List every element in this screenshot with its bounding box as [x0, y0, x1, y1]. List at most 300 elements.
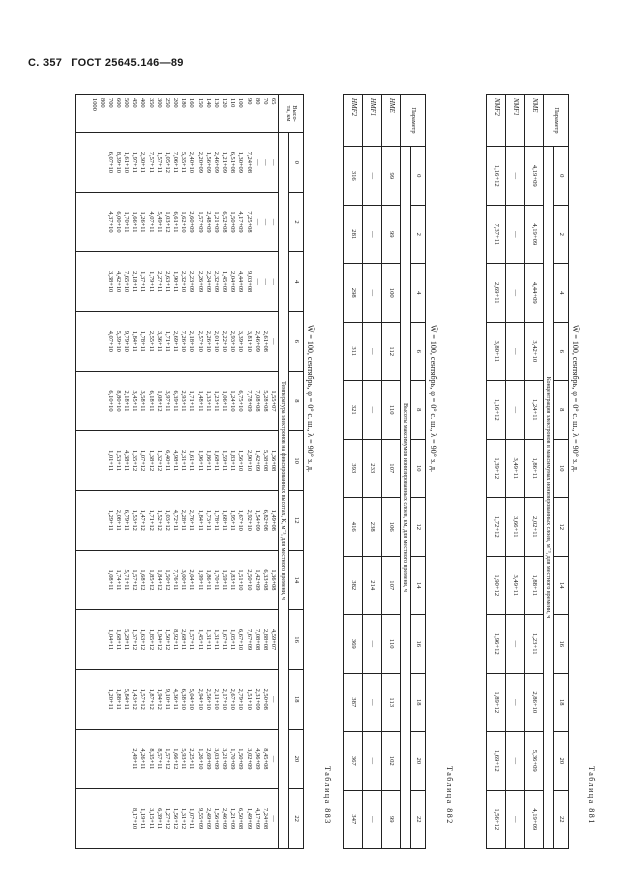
value-cell: 1,62+10: [180, 211, 188, 233]
value-cell: 1,33+11: [204, 390, 212, 412]
value-cell: 3,00+11: [180, 569, 188, 591]
value-cell: 1,70+11: [123, 211, 131, 233]
value-cell: 1,86+11: [204, 450, 212, 472]
value-cell: 6,79+11: [123, 509, 131, 531]
value-cell: 2,57+10: [196, 330, 204, 352]
value-cell: 1,37+12: [131, 628, 139, 651]
value-column: [76, 192, 279, 252]
value-cell: 5,28+08: [261, 390, 269, 412]
hour-header: 4: [554, 264, 569, 323]
hour-header: 2: [554, 205, 569, 264]
value-cell: 298: [344, 264, 363, 323]
value-cell: 1,06+11: [221, 390, 229, 412]
value-cell: 1,07+11: [188, 808, 196, 830]
value-cell: 2,86+10: [525, 673, 544, 732]
value-cell: —: [270, 815, 277, 822]
value-cell: 2,88+08: [261, 628, 269, 651]
value-cell: 4,17+09: [253, 808, 261, 830]
value-cell: —: [506, 615, 525, 674]
height-value: 200: [172, 98, 180, 108]
value-cell: 1,05+11: [229, 629, 237, 651]
value-cell: [89, 432, 97, 489]
value-cell: 100: [382, 264, 401, 323]
value-cell: 1,59+11: [221, 450, 229, 472]
value-cell: [98, 313, 106, 370]
value-cell: 2,69+11: [487, 264, 506, 323]
value-cell: 4,37+10: [106, 211, 114, 233]
header-row: [289, 95, 304, 849]
value-cell: 1,31+12: [180, 808, 188, 830]
value-cell: 1,84+12: [155, 569, 163, 591]
value-cell: 1,88+11: [525, 556, 544, 615]
value-cell: [89, 552, 97, 609]
value-cell: —: [363, 381, 382, 440]
value-cell: 2,18+10: [188, 330, 196, 352]
value-cell: 1,86+11: [525, 439, 544, 498]
value-cell: 311: [344, 322, 363, 381]
value-cell: 1,21+09: [221, 151, 229, 173]
value-cell: 1,36+08: [270, 569, 277, 591]
height-value: 800: [98, 98, 106, 108]
value-cell: 7,24+08: [261, 808, 269, 830]
value-cell: —: [261, 159, 269, 166]
value-cell: 1,50+09: [237, 748, 245, 770]
value-cell: 1,66+12: [172, 748, 180, 770]
value-cell: 2,22+10: [221, 330, 229, 352]
table-882: [343, 94, 426, 849]
value-cell: —: [253, 218, 261, 226]
table-883-subtitle: W̄ = 100, сентябрь, φ = 0° с. ш., λ = 90° з. д.: [306, 325, 315, 473]
value-cell: 1,49+09: [245, 808, 253, 830]
value-cell: 3,81+10: [245, 330, 253, 352]
table-881: [486, 94, 569, 849]
value-cell: 7,06+11: [172, 151, 180, 173]
value-column: [76, 729, 279, 789]
value-cell: —: [261, 278, 269, 285]
table-row: [487, 95, 506, 849]
value-cell: —: [363, 322, 382, 381]
value-cell: 1,90+11: [172, 271, 180, 293]
value-cell: 1,71+11: [188, 390, 196, 412]
value-cell: 1,70+11: [212, 569, 220, 591]
value-cell: 281: [344, 205, 363, 264]
value-cell: 1,31+11: [204, 629, 212, 651]
value-cell: 3,97+11: [163, 390, 171, 412]
value-cell: 1,07+12: [139, 450, 147, 472]
value-cell: 3,15+11: [147, 808, 155, 830]
value-cell: [89, 134, 97, 191]
param-cell: NME: [525, 95, 544, 147]
value-cell: 416: [344, 498, 363, 557]
value-cell: 1,71+11: [163, 330, 171, 352]
value-cell: 1,23+11: [525, 615, 544, 674]
hour-header: 20: [411, 732, 426, 791]
value-cell: 2,28+11: [180, 509, 188, 531]
hour-header: 12: [289, 490, 304, 550]
value-cell: 1,21+09: [229, 808, 237, 830]
value-cell: [114, 731, 122, 788]
param-cell: NMF1: [506, 95, 525, 147]
value-cell: 110: [382, 381, 401, 440]
value-column: [76, 490, 279, 550]
value-cell: 2,31+09: [253, 688, 261, 710]
value-cell: 3,66+11: [506, 498, 525, 557]
value-cell: 2,61+08: [261, 330, 269, 352]
value-cell: 9,55+09: [196, 808, 204, 830]
value-cell: 1,08+12: [155, 390, 163, 412]
value-cell: 1,26+10: [196, 748, 204, 770]
value-cell: 1,97+11: [131, 151, 139, 173]
value-column: [76, 550, 279, 610]
value-cell: 1,57+12: [139, 688, 147, 710]
value-column: [76, 252, 279, 312]
value-cell: 1,16+12: [487, 381, 506, 440]
value-cell: 2,01+10: [212, 330, 220, 352]
value-cell: 1,51+10: [237, 569, 245, 591]
hour-header: 22: [289, 789, 304, 849]
value-cell: 107: [382, 556, 401, 615]
value-cell: 2,25+11: [188, 748, 196, 770]
span-caption: Высоты максимумов ионизированных слоев, км, для местного времени, ч: [401, 147, 411, 849]
value-cell: 5,38+08: [261, 450, 269, 472]
table-883-caption: Таблица 883: [323, 766, 332, 825]
height-value: 300: [155, 98, 163, 108]
value-cell: —: [270, 696, 277, 703]
value-cell: 2,40+10: [188, 151, 196, 173]
value-cell: 6,50+08: [237, 808, 245, 830]
hour-header: 8: [411, 381, 426, 440]
height-value: 350: [147, 98, 155, 108]
value-cell: 4,42+10: [115, 271, 123, 293]
value-cell: [122, 731, 130, 788]
value-cell: 316: [344, 147, 363, 206]
value-cell: 1,08+11: [106, 569, 114, 591]
span-row: [279, 95, 289, 849]
value-cell: 9,79+10: [123, 330, 131, 352]
value-cell: 1,43+12: [131, 688, 139, 710]
value-cell: 1,35+12: [131, 450, 139, 472]
value-cell: 4,07+11: [147, 211, 155, 233]
value-cell: 3,80+11: [487, 322, 506, 381]
value-column: [76, 133, 279, 193]
value-cell: 1,57+11: [155, 151, 163, 173]
value-cell: 1,78+11: [212, 509, 220, 531]
value-cell: 1,68+12: [139, 569, 147, 591]
value-cell: 2,27+11: [155, 271, 163, 293]
hour-header: 6: [289, 311, 304, 371]
hour-header: 4: [411, 264, 426, 323]
value-cell: 387: [344, 673, 363, 732]
param-header: Параметр: [401, 95, 426, 147]
hour-header: 12: [554, 498, 569, 557]
hour-header: 0: [289, 133, 304, 193]
header-row: [554, 95, 569, 849]
value-cell: 1,01+11: [106, 450, 114, 472]
value-cell: 6,40+11: [163, 450, 171, 472]
value-cell: 6,61+11: [172, 211, 180, 233]
value-cell: 2,46+09: [212, 151, 220, 173]
height-value: 700: [106, 98, 114, 108]
value-cell: [89, 313, 97, 370]
value-cell: 1,68+11: [115, 629, 123, 651]
value-cell: 2,50+10: [245, 569, 253, 591]
value-cell: —: [506, 673, 525, 732]
value-cell: 1,45+09: [221, 271, 229, 293]
value-cell: 367: [344, 732, 363, 791]
hour-header: 16: [289, 610, 304, 670]
value-cell: 2,08+11: [115, 509, 123, 531]
value-cell: —: [253, 278, 261, 285]
value-cell: 2,26+10: [204, 330, 212, 352]
value-cell: 1,94+12: [155, 628, 163, 651]
value-cell: [98, 671, 106, 728]
value-cell: [98, 492, 106, 549]
height-value: 180: [180, 98, 188, 108]
value-cell: 2,18+11: [131, 271, 139, 293]
value-cell: 99: [382, 205, 401, 264]
value-cell: 9,03+08: [245, 271, 253, 293]
value-cell: 369: [344, 615, 363, 674]
value-cell: [89, 194, 97, 251]
value-cell: 1,61+11: [188, 450, 196, 472]
value-cell: 2,46+09: [253, 330, 261, 352]
value-cell: —: [270, 159, 277, 166]
value-cell: 2,92+10: [245, 509, 253, 531]
standard-code: ГОСТ 25645.146—89: [71, 57, 184, 69]
table-row: [344, 95, 363, 849]
value-cell: 7,08+08: [253, 628, 261, 651]
value-cell: 1,29+11: [106, 509, 114, 531]
value-cell: [98, 432, 106, 489]
value-cell: 4,96+09: [253, 748, 261, 770]
hour-header: 18: [411, 673, 426, 732]
value-cell: 6,07+10: [106, 151, 114, 173]
value-cell: 5,49+11: [155, 211, 163, 233]
value-cell: [114, 790, 122, 847]
value-cell: 2,50+08: [261, 688, 269, 710]
value-cell: 1,56+09: [212, 808, 220, 830]
value-cell: 6,38+10: [180, 688, 188, 710]
value-cell: 8,80+10: [115, 390, 123, 412]
value-cell: [98, 373, 106, 430]
value-cell: —: [363, 673, 382, 732]
value-cell: 2,93+11: [180, 390, 188, 412]
value-cell: [89, 253, 97, 310]
value-cell: 6,39+11: [155, 808, 163, 830]
value-cell: [89, 373, 97, 430]
hour-header: 16: [554, 615, 569, 674]
value-cell: 1,42+09: [253, 569, 261, 591]
height-value: 400: [139, 98, 147, 108]
value-cell: 1,56+12: [172, 808, 180, 830]
value-cell: —: [363, 790, 382, 849]
value-cell: —: [506, 205, 525, 264]
table-row: [363, 95, 382, 849]
value-cell: 6,82+08: [261, 509, 269, 531]
value-cell: [89, 671, 97, 728]
value-cell: 2,18+11: [123, 390, 131, 412]
value-cell: 2,93+10: [229, 330, 237, 352]
height-value: 120: [221, 98, 229, 108]
hour-header: 10: [289, 431, 304, 491]
value-cell: 1,67+11: [221, 629, 229, 651]
table-881-caption: Таблица 881: [587, 766, 596, 825]
hour-header: 14: [411, 556, 426, 615]
value-cell: 1,66+11: [131, 211, 139, 233]
value-cell: 7,57+11: [147, 151, 155, 173]
hour-header: 18: [554, 673, 569, 732]
value-cell: 2,67+10: [229, 688, 237, 710]
param-cell: NMF2: [487, 95, 506, 147]
value-cell: 1,51+10: [245, 688, 253, 710]
param-header: Параметр: [544, 95, 569, 147]
header-row: [411, 95, 426, 849]
param-cell: HME: [382, 95, 401, 147]
value-cell: —: [270, 755, 277, 763]
value-cell: 99: [382, 147, 401, 206]
value-cell: 1,37+11: [139, 271, 147, 293]
value-cell: 4,44+09: [525, 264, 544, 323]
value-cell: 9,10+11: [163, 688, 171, 710]
value-cell: 1,71+12: [147, 509, 155, 531]
value-cell: 1,52+12: [155, 509, 163, 531]
value-cell: 8,35+11: [147, 748, 155, 770]
page-header: [28, 57, 184, 69]
value-cell: 5,84+11: [123, 688, 131, 710]
value-cell: 2,11+10: [212, 688, 220, 710]
value-cell: 7,65+10: [123, 271, 131, 293]
value-cell: 1,68+11: [212, 450, 220, 472]
value-cell: 8,17+10: [131, 808, 139, 830]
value-cell: —: [363, 615, 382, 674]
value-cell: —: [253, 159, 261, 166]
value-cell: 113: [382, 673, 401, 732]
value-cell: 2,69+09: [204, 748, 212, 770]
value-cell: 1,50+12: [163, 569, 171, 591]
value-cell: 2,49+09: [204, 808, 212, 830]
value-cell: 7,25+08: [245, 211, 253, 233]
value-cell: [98, 552, 106, 609]
value-cell: —: [506, 322, 525, 381]
value-cell: 1,45+11: [196, 629, 204, 651]
value-cell: 7,67+09: [245, 628, 253, 651]
value-cell: 1,38+12: [147, 450, 155, 472]
value-cell: 393: [344, 439, 363, 498]
value-cell: 1,69+12: [487, 732, 506, 791]
value-cell: 7,37+11: [487, 205, 506, 264]
value-cell: 1,87+12: [147, 688, 155, 710]
height-value: 140: [204, 98, 212, 108]
value-cell: [98, 134, 106, 191]
table-883: [75, 94, 304, 849]
value-cell: [122, 790, 130, 847]
value-cell: 1,03+12: [163, 509, 171, 531]
value-cell: 1,19+11: [139, 808, 147, 830]
value-cell: —: [506, 381, 525, 440]
value-cell: 2,24+09: [204, 271, 212, 293]
value-cell: 99: [382, 790, 401, 849]
value-cell: 7,78+09: [245, 390, 253, 412]
value-cell: —: [506, 732, 525, 791]
height-value: 130: [212, 98, 220, 108]
value-cell: 1,94+12: [155, 688, 163, 710]
value-cell: 3,38+10: [106, 271, 114, 293]
value-cell: 1,57+12: [163, 748, 171, 770]
hour-header: 8: [554, 381, 569, 440]
value-cell: 382: [344, 556, 363, 615]
value-column: [76, 610, 279, 670]
value-column: [76, 431, 279, 491]
value-cell: 4,26+11: [139, 748, 147, 770]
value-cell: 3,49+11: [506, 556, 525, 615]
value-cell: —: [506, 264, 525, 323]
value-cell: 3,02+09: [245, 748, 253, 770]
value-cell: 1,84+11: [131, 330, 139, 352]
value-cell: 1,89+12: [487, 673, 506, 732]
value-cell: 1,05+12: [163, 151, 171, 173]
table-body-row: [76, 95, 279, 849]
value-cell: 2,48+09: [204, 211, 212, 233]
value-cell: —: [506, 147, 525, 206]
value-cell: 2,30+11: [139, 151, 147, 173]
value-cell: —: [363, 264, 382, 323]
value-cell: 1,53+11: [115, 450, 123, 472]
value-cell: 4,38+11: [123, 450, 131, 472]
hour-header: 14: [289, 550, 304, 610]
value-cell: 110: [382, 615, 401, 674]
table-row: [525, 95, 544, 849]
value-cell: 6,18+11: [147, 390, 155, 412]
value-cell: 1,20+11: [106, 688, 114, 710]
value-cell: 2,90+10: [245, 450, 253, 472]
height-value: 250: [163, 98, 171, 108]
hour-header: 4: [289, 252, 304, 312]
height-value: 500: [123, 98, 131, 108]
value-cell: 1,61+10: [123, 151, 131, 173]
value-cell: [89, 611, 97, 668]
value-cell: —: [363, 732, 382, 791]
value-cell: 4,98+11: [172, 450, 180, 472]
height-value: 160: [188, 98, 196, 108]
value-cell: —: [270, 218, 277, 226]
value-cell: 1,88+11: [115, 688, 123, 710]
height-value: 100: [237, 98, 245, 108]
page-number: С. 357: [28, 57, 63, 69]
value-cell: 1,50+09: [229, 211, 237, 233]
hour-header: 8: [289, 371, 304, 431]
height-value: 600: [115, 98, 123, 108]
value-cell: 1,54+09: [253, 509, 261, 531]
value-column: [76, 669, 279, 729]
value-cell: 347: [344, 790, 363, 849]
value-cell: 5,36+09: [525, 732, 544, 791]
value-cell: 1,48+11: [196, 390, 204, 412]
value-cell: 112: [382, 322, 401, 381]
value-cell: 3,03+09: [212, 748, 220, 770]
value-cell: 106: [382, 498, 401, 557]
value-cell: 1,16+12: [487, 147, 506, 206]
height-value: 450: [131, 98, 139, 108]
value-cell: 1,96+11: [196, 450, 204, 472]
hour-header: 16: [411, 615, 426, 674]
value-cell: 238: [363, 498, 382, 557]
value-cell: 4,36+11: [172, 688, 180, 710]
value-cell: 3,21+09: [221, 748, 229, 770]
height-value: 90: [245, 98, 253, 105]
height-value: 80: [253, 98, 261, 105]
value-cell: 3,39+10: [237, 330, 245, 352]
value-cell: 1,26+11: [139, 211, 147, 233]
